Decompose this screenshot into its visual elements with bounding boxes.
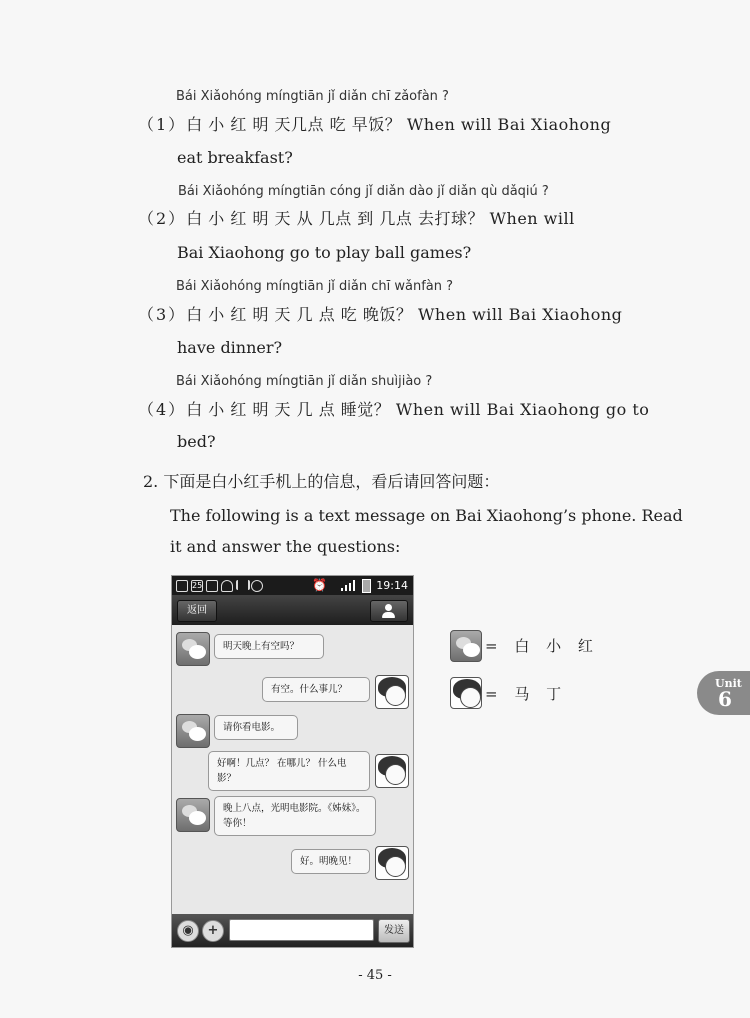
send-button[interactable]: 发送 xyxy=(378,919,410,943)
status-time: 19:14 xyxy=(376,579,408,592)
ma-ding-avatar xyxy=(375,675,409,709)
sms-icon xyxy=(176,580,188,592)
legend-ma-ding-label: = 马 丁 xyxy=(485,685,568,703)
alarm-icon: ⏰ xyxy=(312,578,327,592)
android-icon xyxy=(251,580,263,592)
back-button[interactable]: 返回 xyxy=(177,600,217,622)
section-2-english-1: The following is a text message on Bai Xiaohong’s phone. Read xyxy=(170,506,683,525)
ma-ding-avatar xyxy=(375,846,409,880)
legend-bai-xiaohong-label: = 白 小 红 xyxy=(485,637,599,655)
bai-xiaohong-avatar xyxy=(176,714,210,748)
question-2-english-cont: Bai Xiaohong go to play ball games? xyxy=(177,243,472,262)
question-3-number: （3） xyxy=(138,305,187,324)
contact-button[interactable] xyxy=(370,600,408,622)
bai-xiaohong-avatar xyxy=(176,632,210,666)
legend-bai-xiaohong-icon xyxy=(450,630,482,662)
status-bar xyxy=(172,576,413,595)
question-2-number: （2） xyxy=(138,209,187,228)
question-1-number: （1） xyxy=(138,115,187,134)
chat-header xyxy=(172,595,413,625)
question-4-line xyxy=(138,397,649,420)
question-3-english: When will Bai Xiaohong xyxy=(417,305,623,324)
question-1-chinese: 白 小 红 明 天几点 吃 早饭？ xyxy=(186,115,402,134)
question-4-english: When will Bai Xiaohong go to xyxy=(395,400,650,419)
phone-screen xyxy=(171,575,414,948)
question-4-number: （4） xyxy=(138,400,187,419)
question-1-english-cont: eat breakfast? xyxy=(177,148,293,167)
question-2-chinese: 白 小 红 明 天 从 几点 到 几点 去打球？ xyxy=(186,209,484,228)
legend-ma-ding-icon xyxy=(450,677,482,709)
chat-message: 请你看电影。 xyxy=(214,715,298,740)
section-2-english-2: it and answer the questions: xyxy=(170,537,401,556)
chat-message: 有空。什么事儿？ xyxy=(262,677,370,702)
input-bar xyxy=(172,914,413,947)
notification-icon xyxy=(206,580,218,592)
page-number: - 45 - xyxy=(358,968,392,983)
section-2-title: 2. 下面是白小红手机上的信息，看后请回答问题： xyxy=(143,472,500,491)
unit-tab xyxy=(697,671,750,715)
message-input[interactable] xyxy=(229,919,374,941)
chat-area xyxy=(172,625,413,914)
voice-icon[interactable]: ◉ xyxy=(177,920,199,942)
chat-message: 好。明晚见！ xyxy=(291,849,370,874)
chat-message: 好啊！几点？ 在哪儿？ 什么电 影？ xyxy=(208,751,370,791)
question-4-chinese: 白 小 红 明 天 几 点 睡觉？ xyxy=(186,400,391,419)
chat-message: 明天晚上有空吗？ xyxy=(214,634,324,659)
question-3-chinese: 白 小 红 明 天 几 点 吃 晚饭？ xyxy=(186,305,413,324)
battery-icon xyxy=(362,579,371,593)
question-3-pinyin: Bái Xiǎohóng míngtiān jǐ diǎn chī wǎnfàn ? xyxy=(176,279,454,294)
bai-xiaohong-avatar xyxy=(176,798,210,832)
shield-icon xyxy=(221,580,233,592)
question-1-pinyin: Bái Xiǎohóng míngtiān jǐ diǎn chī zǎofàn ? xyxy=(176,89,449,104)
question-2-english: When will xyxy=(489,209,575,228)
question-2-line xyxy=(138,206,575,229)
question-3-english-cont: have dinner? xyxy=(177,338,283,357)
chat-message: 晚上八点，光明电影院。《姊妹》。 等你！ xyxy=(214,796,376,836)
signal-icon xyxy=(341,580,355,591)
plus-icon[interactable]: + xyxy=(202,920,224,942)
question-4-english-cont: bed? xyxy=(177,432,216,451)
usb-icon xyxy=(236,580,250,590)
ma-ding-avatar xyxy=(375,754,409,788)
question-2-pinyin: Bái Xiǎohóng míngtiān cóng jǐ diǎn dào jǐ diǎn qù dǎqiú ? xyxy=(178,184,549,199)
question-1-english: When will Bai Xiaohong xyxy=(406,115,612,134)
user-icon xyxy=(385,604,392,611)
unit-number: 6 xyxy=(718,687,732,711)
unit-label: Unit xyxy=(715,677,742,690)
question-3-line xyxy=(138,302,622,325)
calendar-icon: 25 xyxy=(192,581,203,590)
question-1-line xyxy=(138,112,611,135)
question-4-pinyin: Bái Xiǎohóng míngtiān jǐ diǎn shuìjiào ? xyxy=(176,374,433,389)
